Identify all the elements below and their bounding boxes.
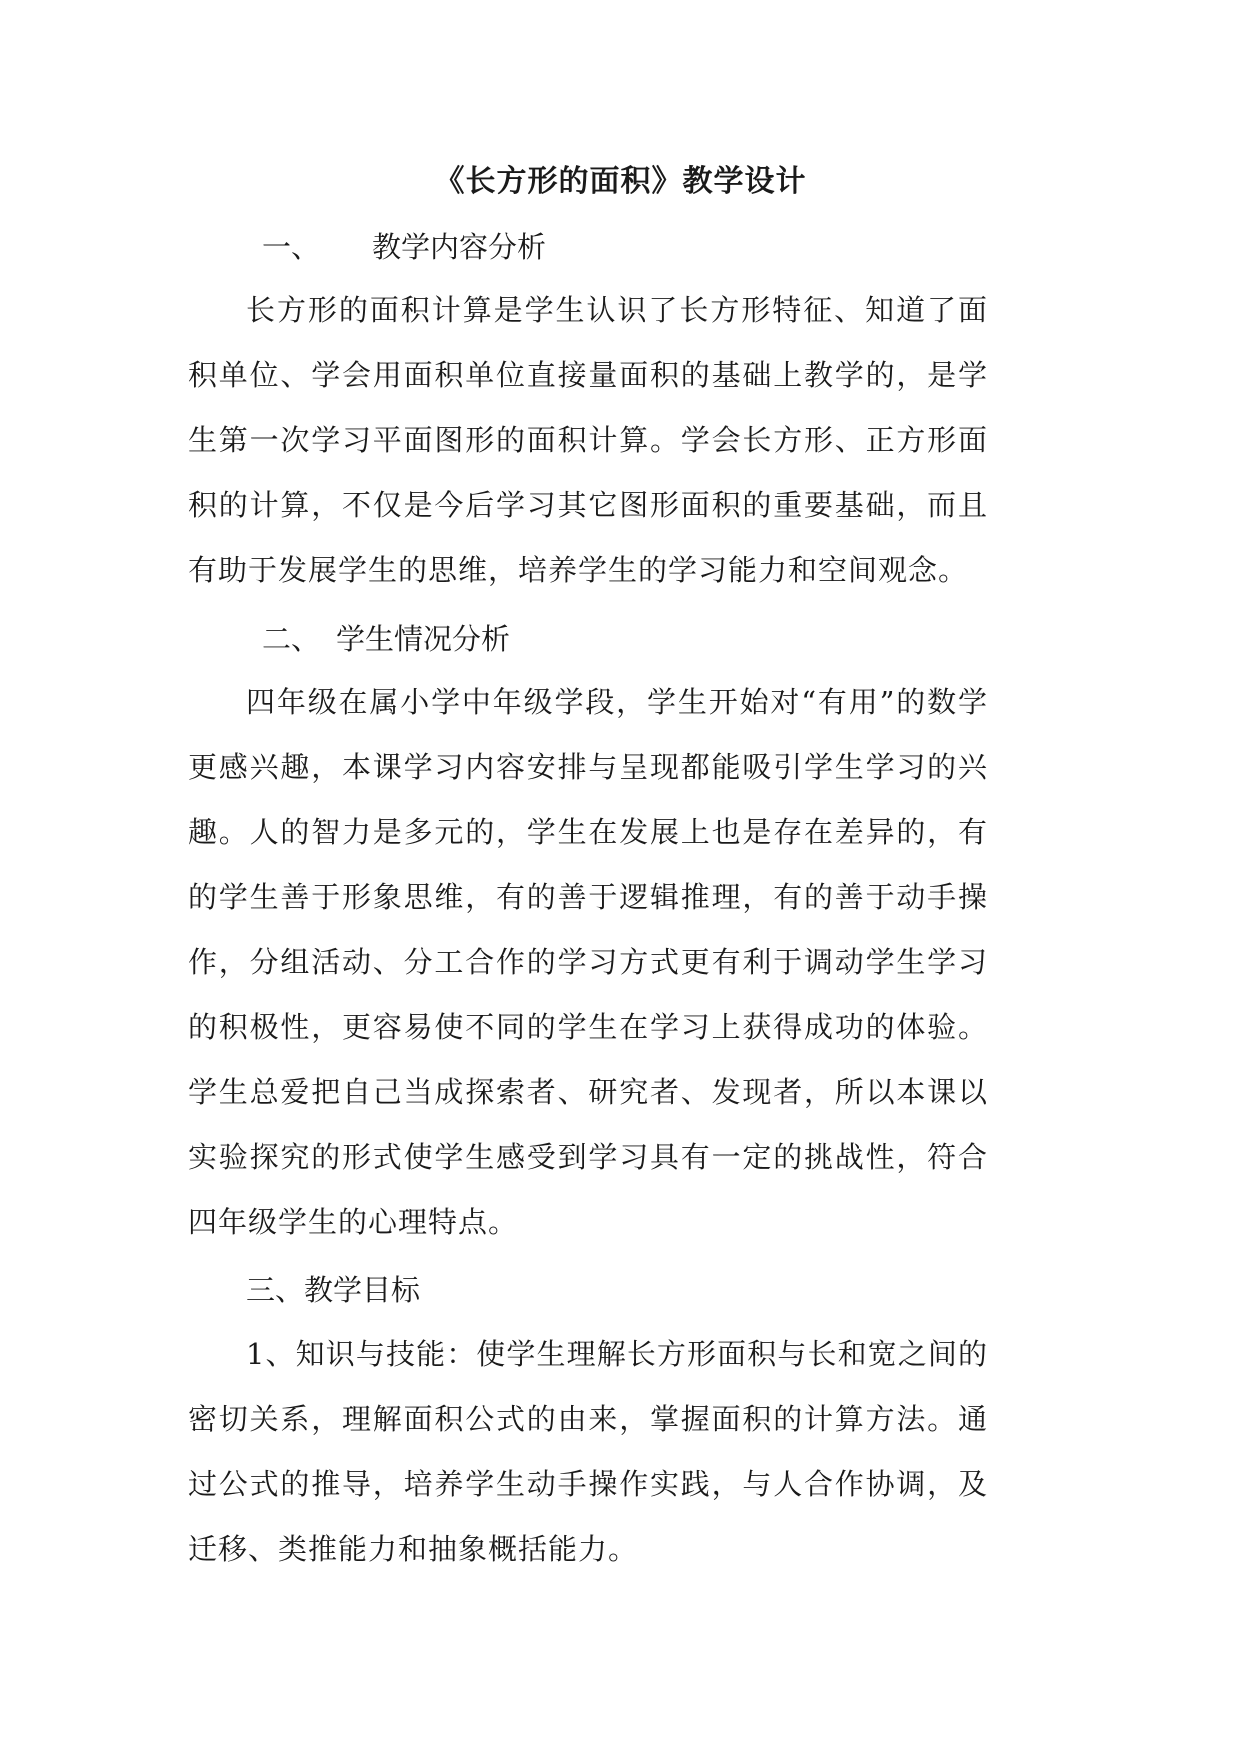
section1-number: 一、 — [262, 230, 321, 264]
section2-heading — [262, 617, 510, 661]
section2-number: 二、 — [262, 622, 321, 656]
section2-paragraph: 四年级在属小学中年级学段，学生开始对“有用”的数学更感兴趣，本课学习内容安排与呈现都能吸引学生学习的兴趣。人的智力是多元的，学生在发展上也是存在差异的，有的学生善于形象思维，有的善于逻辑推理，有的善于动手操作，分组活动、分工合作的学习方式更有利于调动学生学习的积极性，更容易使不同的学生在学习上获得成功的体验。学生总爱把自己当成探索者、研究者、发现者，所以本课以实验探究的形式使学生感受到学习具有一定的挑战性，符合四年级学生的心理特点。 — [188, 685, 988, 1239]
section3-item1-paragraph: 1、知识与技能：使学生理解长方形面积与长和宽之间的密切关系，理解面积公式的由来，掌握面积的计算方法。通过公式的推导，培养学生动手操作实践，与人合作协调，及迁移、类推能力和抽象概括能力。 — [188, 1337, 988, 1566]
section1-heading — [262, 225, 546, 269]
section3-heading: 三、教学目标 — [246, 1273, 421, 1307]
section2-title: 学生情况分析 — [336, 622, 511, 656]
section1-title: 教学内容分析 — [372, 230, 547, 264]
section1-paragraph: 长方形的面积计算是学生认识了长方形特征、知道了面积单位、学会用面积单位直接量面积的基础上教学的，是学生第一次学习平面图形的面积计算。学会长方形、正方形面积的计算，不仅是今后学习其它图形面积的重要基础，而且有助于发展学生的思维，培养学生的学习能力和空间观念。 — [188, 293, 988, 587]
document-title: 《长方形的面积》教学设计 — [434, 164, 807, 199]
